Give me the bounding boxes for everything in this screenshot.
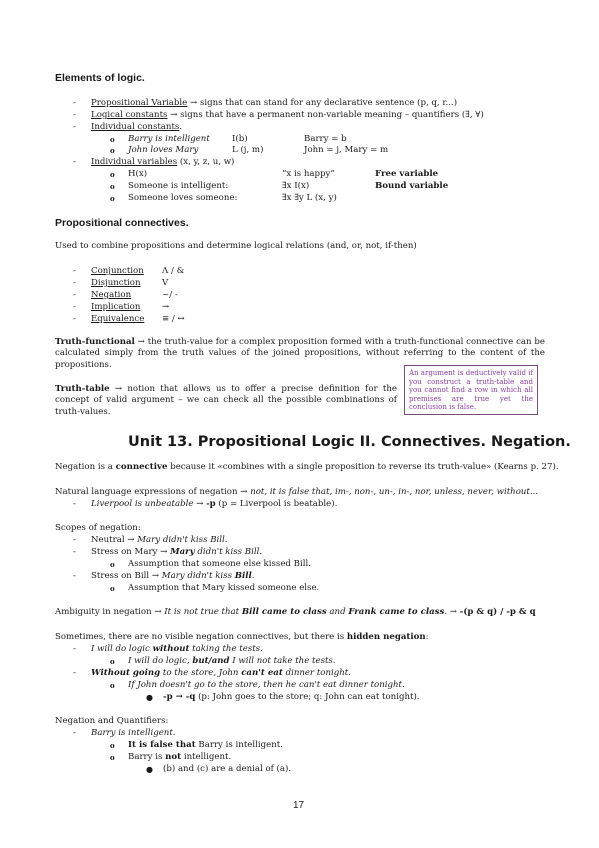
formula: “x is happy” (282, 169, 335, 179)
list-item: Neutral → Mary didn't kiss Bill. (91, 535, 228, 545)
connective-name: Conjunction (91, 266, 144, 276)
list-item: Stress on Mary → Mary didn't kiss Bill. (91, 547, 263, 557)
quantifiers-heading: Negation and Quantifiers: (55, 716, 169, 726)
scopes-heading: Scopes of negation: (55, 523, 141, 533)
list-dash: - (73, 571, 76, 581)
connective-name: Negation (91, 290, 132, 300)
connectives-intro: Used to combine propositions and determine logical relations (and, or, not, if-then) (55, 241, 417, 251)
natural-language-negation: Natural language expressions of negation → not, it is false that, im-, non-, un-, in-, nor, unless, never, without... (55, 487, 539, 497)
bullet-icon: o (110, 753, 115, 762)
list-subitem: Assumption that someone else kissed Bill. (128, 559, 311, 569)
list-dash: - (73, 157, 76, 167)
list-item: Liverpool is unbeatable → -p (p = Liverpool is beatable). (91, 499, 338, 509)
connective-symbol: V (162, 278, 169, 288)
list-subitem: If John doesn't go to the store, then he can't eat dinner tonight. (128, 680, 405, 690)
formula: I(b) (232, 134, 248, 144)
bullet-icon: o (110, 657, 115, 666)
list-dash: - (73, 122, 76, 132)
example-sentence: Someone is intelligent: (128, 181, 229, 191)
list-dash: - (73, 290, 76, 300)
list-dash: - (73, 278, 76, 288)
bullet-icon: o (110, 182, 115, 191)
list-item: Individual constants. (91, 122, 183, 132)
bullet-icon: o (110, 584, 115, 593)
list-item: Stress on Bill → Mary didn't kiss Bill. (91, 571, 255, 581)
bullet-icon: o (110, 146, 115, 155)
bullet-icon: o (110, 135, 115, 144)
list-subitem: It is false that Barry is intelligent. (128, 740, 283, 750)
list-item: Without going to the store, John can't eat dinner tonight. (91, 668, 351, 678)
list-dash: - (73, 668, 76, 678)
list-item: Barry is intelligent. (91, 728, 176, 738)
negation-definition: Negation is a connective because it «combines with a single proposition to reverse its truth-value» (Kearns p. 27). (55, 462, 559, 472)
formula: L (j, m) (232, 145, 264, 155)
bullet-icon: o (110, 170, 115, 179)
assignment: Barry = b (304, 134, 347, 144)
section-heading-connectives: Propositional connectives. (55, 217, 189, 229)
connective-symbol: ≡ / ↔ (162, 314, 185, 324)
connective-name: Disjunction (91, 278, 141, 288)
example-sentence: John loves Mary (128, 145, 199, 155)
bullet-icon: o (110, 741, 115, 750)
bullet-icon: o (110, 681, 115, 690)
list-item: Logical constants → signs that have a permanent non-variable meaning – quantifiers (∃, ∀) (91, 110, 484, 120)
list-dash: - (73, 644, 76, 654)
truth-table-paragraph: Truth-table → notion that allows us to offer a precise definition for the concept of valid argument – we can check all the possible combinations of truth-values. (55, 384, 397, 417)
connective-name: Implication (91, 302, 141, 312)
connective-symbol: ~/ - (162, 290, 178, 300)
list-dash: - (73, 266, 76, 276)
example-sentence: Barry is intelligent (128, 134, 210, 144)
example-sentence: Someone loves someone: (128, 193, 238, 203)
bullet-icon: o (110, 560, 115, 569)
assignment: John = j, Mary = m (304, 145, 389, 155)
list-subitem: Barry is not intelligent. (128, 752, 232, 762)
list-dash: - (73, 314, 76, 324)
bullet-dot-icon: ● (146, 765, 153, 774)
bullet-dot-icon: ● (146, 693, 153, 702)
ambiguity-line: Ambiguity in negation → It is not true that Bill came to class and Frank came to class. → -(p & q) / -p & q (55, 607, 536, 617)
list-item: I will do logic without taking the tests. (91, 644, 263, 654)
list-subsubitem: -p → -q (p: John goes to the store; q: John can eat tonight). (163, 692, 420, 702)
connective-name: Equivalence (91, 314, 145, 324)
list-item: Propositional Variable → signs that can stand for any declarative sentence (p, q, r...) (91, 98, 458, 108)
page-number: 17 (293, 800, 305, 811)
formula: ∃x ∃y L (x, y) (282, 193, 337, 203)
list-subitem: Assumption that Mary kissed someone else. (128, 583, 320, 593)
example-sentence: H(x) (128, 169, 148, 179)
formula: ∃x I(x) (282, 181, 310, 191)
variable-type: Bound variable (375, 181, 449, 191)
truth-functional-paragraph: Truth-functional → the truth-value for a complex proposition formed with a truth-functional connective can be calculated simply from the truth values of the joined propositions, without referring to the content of the propositions. (55, 337, 545, 370)
list-subsubitem: (b) and (c) are a denial of (a). (163, 764, 292, 774)
hidden-negation-intro: Sometimes, there are no visible negation connectives, but there is hidden negation: (55, 632, 429, 642)
variable-type: Free variable (375, 169, 439, 179)
connective-symbol: → (162, 302, 170, 312)
section-heading-elements: Elements of logic. (55, 72, 145, 84)
list-item: Individual variables (x, y, z, u, w) (91, 157, 235, 167)
list-dash: - (73, 110, 76, 120)
list-dash: - (73, 535, 76, 545)
list-dash: - (73, 547, 76, 557)
list-dash: - (73, 499, 76, 509)
connective-symbol: Λ / & (162, 266, 185, 276)
list-dash: - (73, 302, 76, 312)
bullet-icon: o (110, 194, 115, 203)
validity-note-box: An argument is deductively valid if you construct a truth-table and you cannot find a row in which all premises are true yet the conclusion is false. (404, 365, 538, 415)
page-title: Unit 13. Propositional Logic II. Connectives. Negation. (128, 434, 571, 450)
list-subitem: I will do logic, but/and I will not take the tests. (128, 656, 336, 666)
list-dash: - (73, 728, 76, 738)
list-dash: - (73, 98, 76, 108)
